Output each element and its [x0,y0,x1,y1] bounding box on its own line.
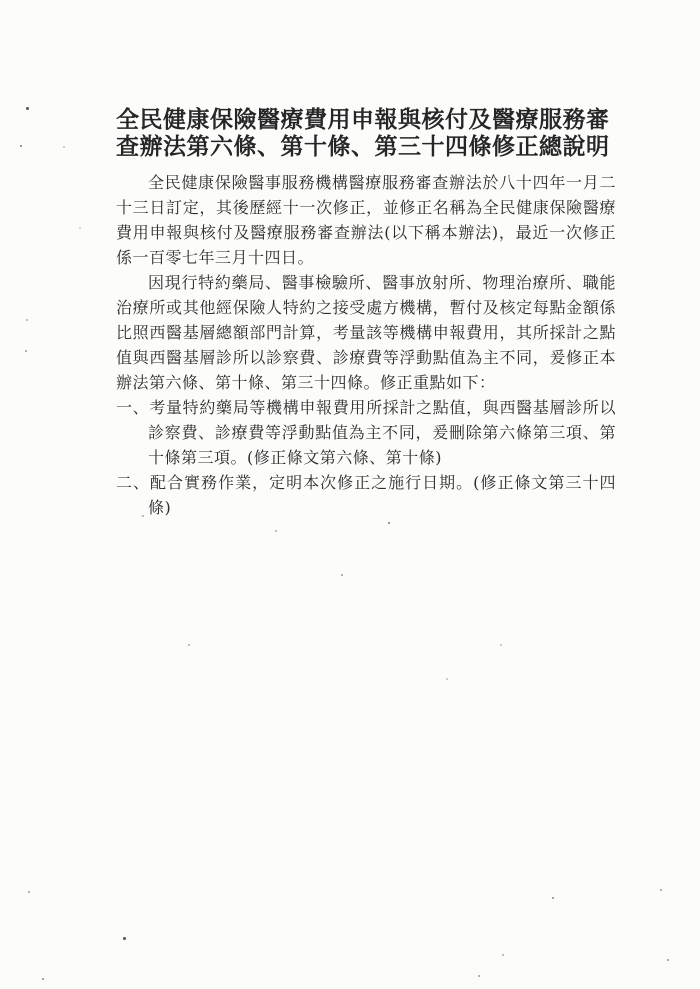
list-item-1 [116,395,616,470]
scan-speckle [188,644,190,646]
scan-speckle [28,891,30,893]
scan-speckle [275,530,277,532]
scan-speckle [478,975,480,977]
scan-speckle [502,954,504,956]
scan-speckle [26,107,29,110]
list-item-2 [116,470,616,520]
list-item-1-text: 考量特約藥局等機構申報費用所採計之點值，與西醫基層診所以診察費、診療費等浮動點值為主不同，爰刪除第六條第三項、第十條第三項。(修正條文第六條、第十條) [148,398,616,467]
list-item-1-marker: 一、 [116,398,150,417]
scan-speckle [123,937,126,940]
document-title [116,106,616,160]
paragraph-rationale: 因現行特約藥局、醫事檢驗所、醫事放射所、物理治療所、職能治療所或其他經保險人特約之接受處方機構，暫付及核定每點金額係比照西醫基層總額部門計算，考量該等機構申報費用，其所採計之點值與西醫基層診所以診察費、診療費等浮動點值為主不同，爰修正本辦法第六條、第十條、第三十四條。修正重點如下： [116,273,616,392]
scan-speckle [552,897,554,899]
scan-speckle [63,146,65,148]
scan-speckle [667,959,669,961]
scan-speckle [25,350,27,352]
list-item-2-text: 配合實務作業，定明本次修正之施行日期。(修正條文第三十四條) [148,473,616,517]
scan-speckle [20,145,22,147]
document-content [116,106,616,520]
scan-speckle [388,522,390,524]
scan-speckle [26,319,28,321]
document-title-line-2: 查辦法第六條、第十條、第三十四條修正總說明 [116,133,610,160]
list-item-2-marker: 二、 [116,473,151,492]
scan-speckle [42,978,44,980]
paragraph-history: 全民健康保險醫事服務機構醫療服務審查辦法於八十四年一月二十三日訂定，其後歷經十一次修正，並修正名稱為全民健康保險醫療費用申報與核付及醫療服務審查辦法(以下稱本辦法)，最近一次修正係一百零七年三月十四日。 [116,173,616,267]
scan-speckle [446,678,448,680]
scan-speckle [79,227,81,229]
document-title-line-1: 全民健康保險醫療費用申報與核付及醫療服務審 [116,106,610,133]
scan-speckle [500,644,502,646]
scan-speckle [341,574,343,576]
scan-speckle [660,889,662,891]
